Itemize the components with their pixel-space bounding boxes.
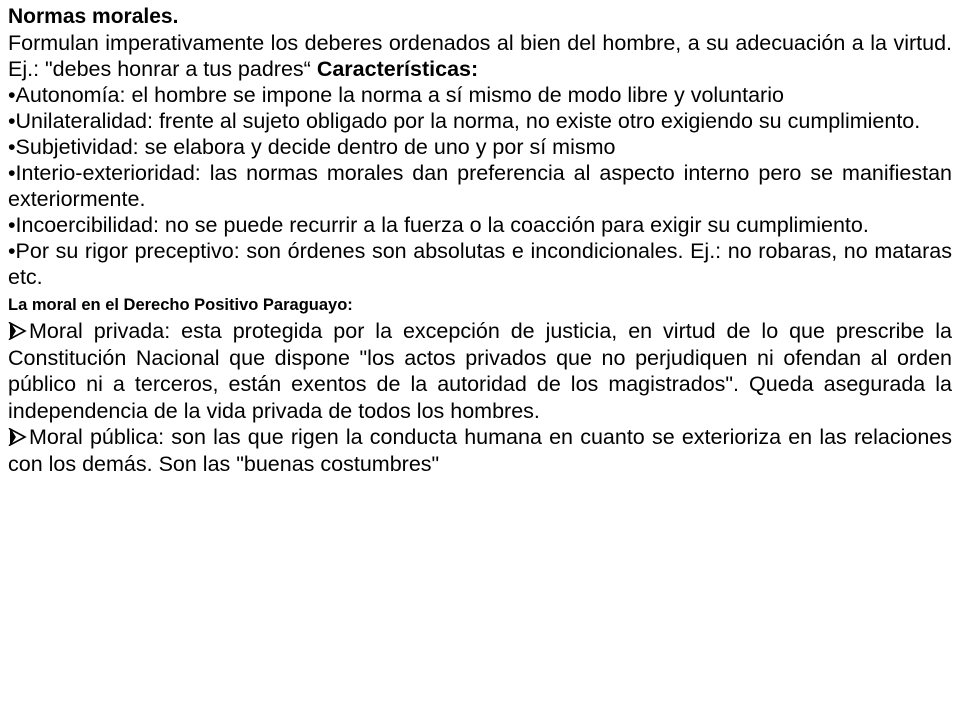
bullet-glyph: • [8,239,16,263]
arrow-bullet-icon [8,428,28,446]
characteristics-list [8,82,952,290]
bullet-glyph: • [8,109,16,133]
section-title: La moral en el Derecho Positivo Paraguayo: [8,296,353,314]
intro-paragraph [8,30,952,82]
bullet-glyph: • [8,161,16,185]
list-item: Moral privada: esta protegida por la excepción de justicia, en virtud de lo que prescribe la Constitución Nacional que dispone "los actos privados que no perjudiquen ni ofendan al orden público ni a terceros, están exentos de la autoridad de los magistrados". Queda asegurada la independencia de la vida privada de todos los hombres. [8,319,952,423]
bullet-glyph: • [8,213,16,237]
intro-text: Formulan imperativamente los deberes ordenados al bien del hombre, a su adecuación a la virtud. Ej.: "debes honrar a tus padres“ [8,31,952,81]
list-item: •Autonomía: el hombre se impone la norma a sí mismo de modo libre y voluntario [8,83,784,107]
arrow-bullet-icon [8,322,28,340]
characteristics-label: Características: [316,57,479,81]
bullet-glyph: • [8,83,16,107]
bullet-glyph: • [8,135,16,159]
list-item: •Interio-exterioridad: las normas morales dan preferencia al aspecto interno pero se manifiestan exteriormente. [8,161,952,211]
moral-types-list [8,318,952,477]
page-title: Normas morales. [8,5,179,28]
document-slide [8,4,952,477]
list-item: •Unilateralidad: frente al sujeto obligado por la norma, no existe otro exigiendo su cumplimiento. [8,109,921,133]
list-item: Moral pública: son las que rigen la conducta humana en cuanto se exterioriza en las relaciones con los demás. Son las "buenas costumbres" [8,425,952,476]
list-item: •Incoercibilidad: no se puede recurrir a la fuerza o la coacción para exigir su cumplimiento. [8,213,869,237]
list-item: •Por su rigor preceptivo: son órdenes son absolutas e incondicionales. Ej.: no robaras, no mataras etc. [8,239,952,289]
list-item: •Subjetividad: se elabora y decide dentro de uno y por sí mismo [8,135,616,159]
